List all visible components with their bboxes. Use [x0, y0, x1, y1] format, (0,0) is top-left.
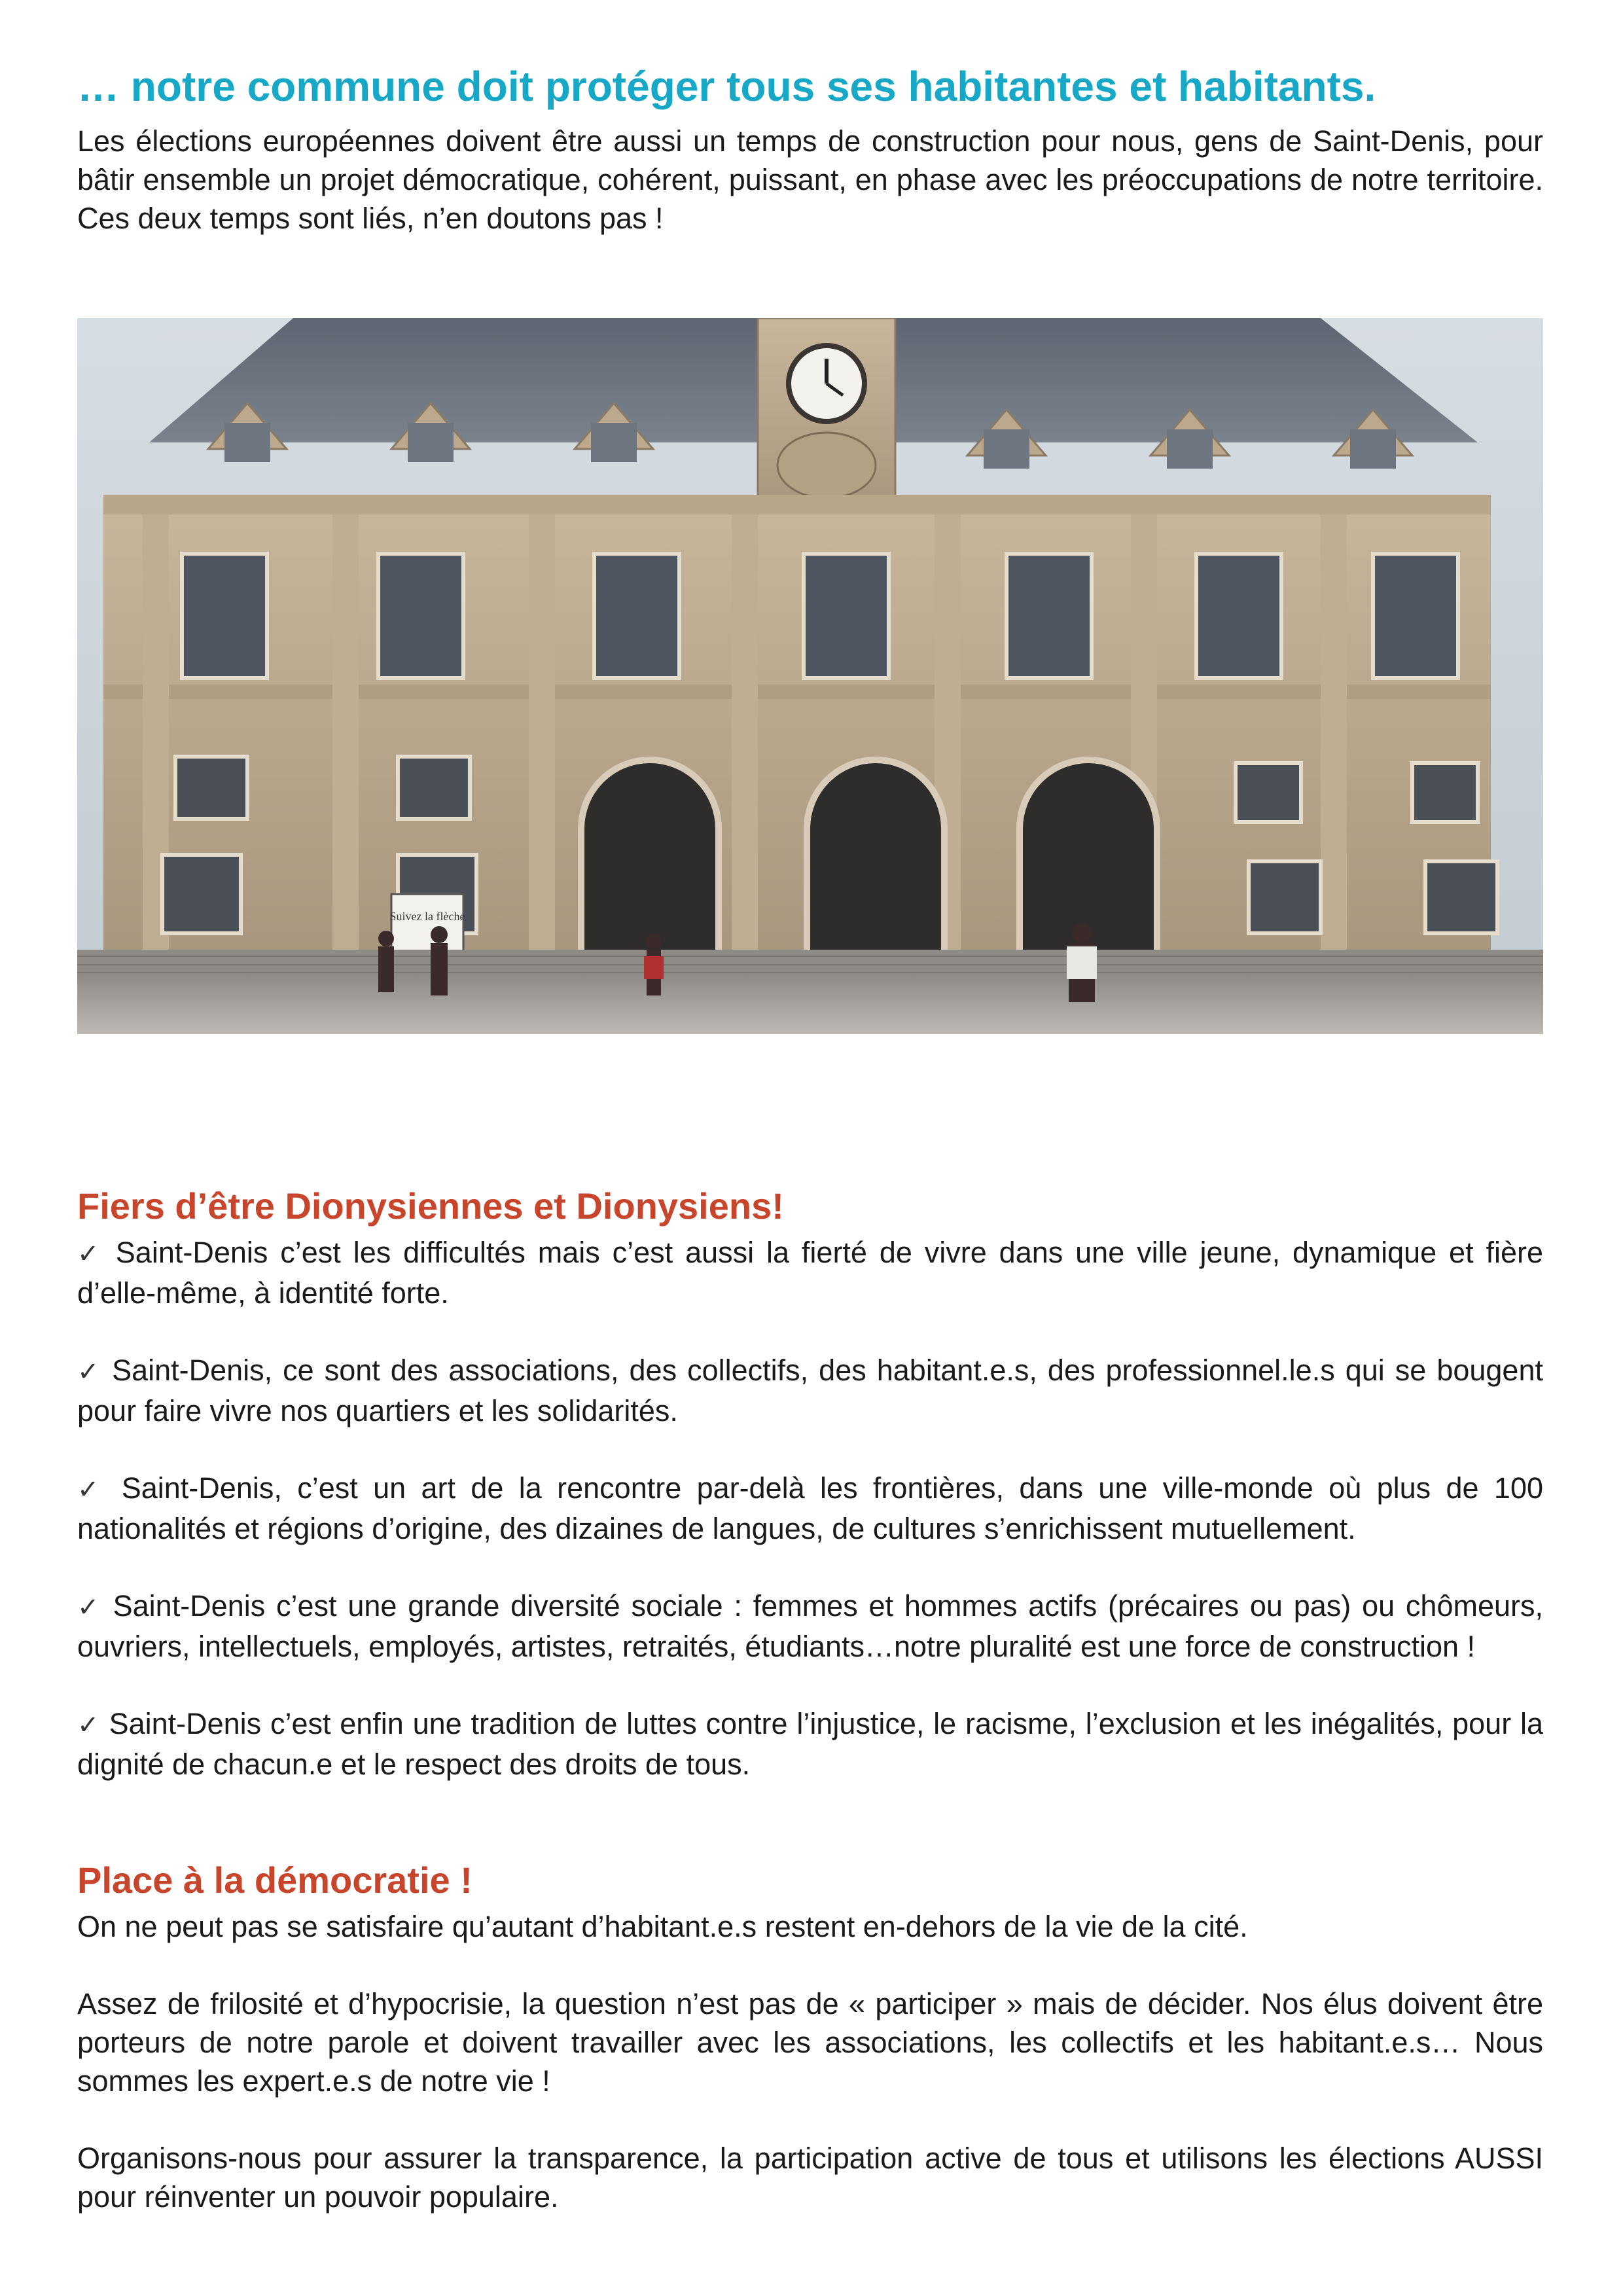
- check-icon: ✓: [77, 1711, 100, 1740]
- section-dionysiens: [77, 1183, 1543, 1784]
- page-heading: … notre commune doit protéger tous ses habitantes et habitants.: [77, 63, 1376, 110]
- check-icon: ✓: [77, 1593, 102, 1622]
- list-item: ✓ Saint-Denis c’est les difficultés mais c’est aussi la fierté de vivre dans une ville jeune, dynamique et fière d’elle-même, à identité forte.: [77, 1236, 1543, 1310]
- town-hall-photo: [77, 318, 1543, 1034]
- section-dionysiens-title: Fiers d’être Dionysiennes et Dionysiens!: [77, 1185, 784, 1227]
- paragraph: Assez de frilosité et d’hypocrisie, la question n’est pas de « participer » mais de décider. Nos élus doivent être porteurs de notre parole et doivent travailler avec les associations, les collectifs et les habitant.e.s… Nous sommes les expert.e.s de notre vie !: [77, 1987, 1543, 2098]
- section-democratie-title: Place à la démocratie !: [77, 1859, 473, 1901]
- check-icon: ✓: [77, 1475, 107, 1504]
- sign-board-text: Suivez la flèche: [389, 910, 465, 923]
- check-icon: ✓: [77, 1357, 102, 1386]
- list-item: ✓ Saint-Denis c’est enfin une tradition de luttes contre l’injustice, le racisme, l’exclusion et les inégalités, pour la dignité de chacun.e et le respect des droits de tous.: [77, 1707, 1543, 1781]
- section-democratie: [77, 1857, 1543, 2216]
- list-item: ✓ Saint-Denis, ce sont des associations, des collectifs, des habitant.e.s, des professionnel.le.s qui se bougent pour faire vivre nos quartiers et les solidarités.: [77, 1354, 1543, 1427]
- paragraph: Organisons-nous pour assurer la transparence, la participation active de tous et utilisons les élections AUSSI pour réinventer un pouvoir populaire.: [77, 2142, 1543, 2214]
- intro-paragraph: Les élections européennes doivent être aussi un temps de construction pour nous, gens de Saint-Denis, pour bâtir ensemble un projet démocratique, cohérent, puissant, en phase avec les préoccupations de notre territoire. Ces deux temps sont liés, n’en doutons pas !: [77, 124, 1543, 235]
- check-icon: ✓: [77, 1240, 103, 1268]
- list-item: ✓ Saint-Denis, c’est un art de la rencontre par-delà les frontières, dans une ville-monde où plus de 100 nationalités et régions d’origine, des dizaines de langues, de cultures s’enrichissent mutuellement.: [77, 1471, 1543, 1545]
- list-item: ✓ Saint-Denis c’est une grande diversité sociale : femmes et hommes actifs (précaires ou pas) ou chômeurs, ouvriers, intellectuels, employés, artistes, retraités, étudiants…notre pluralité est une force de construction !: [77, 1589, 1543, 1663]
- paragraph: On ne peut pas se satisfaire qu’autant d’habitant.e.s restent en-dehors de la vie de la cité.: [77, 1910, 1248, 1943]
